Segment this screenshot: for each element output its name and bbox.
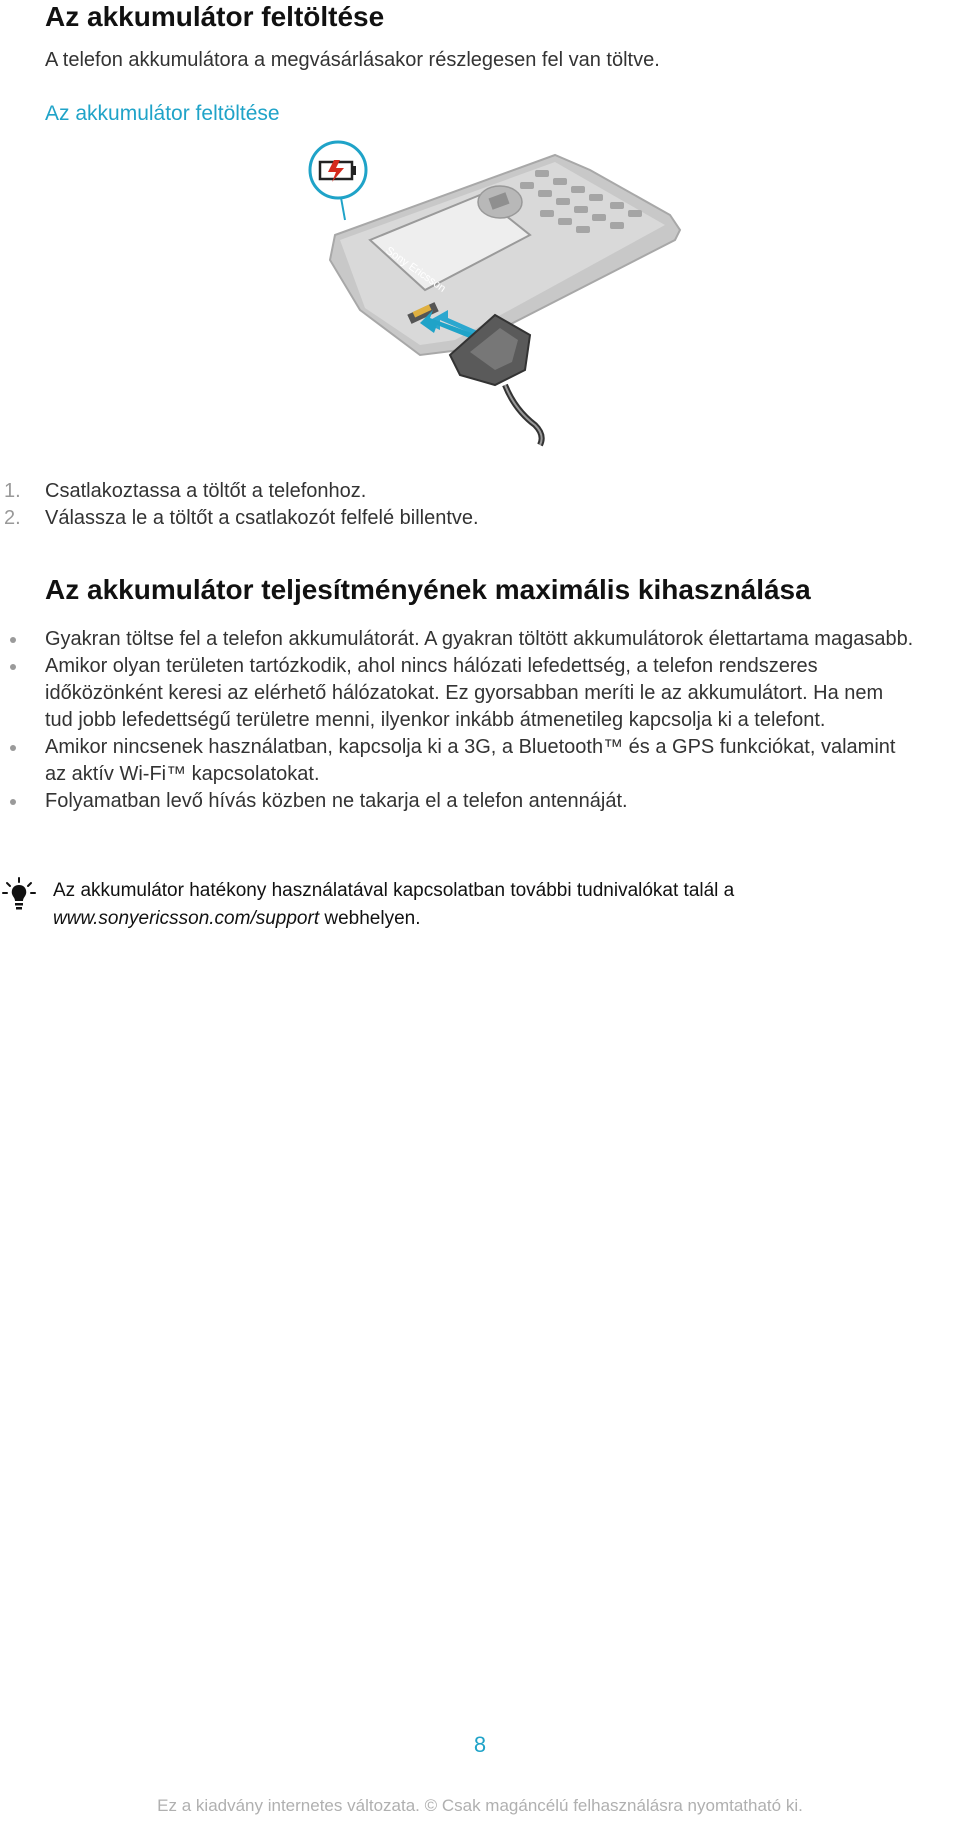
support-link[interactable]: www.sonyericsson.com/support <box>53 908 320 929</box>
subheading-charging: Az akkumulátor feltöltése <box>45 102 280 125</box>
tip-text-before: Az akkumulátor hatékony használatával kapcsolatban további tudnivalókat talál a <box>53 880 735 901</box>
step-number: 2. <box>4 507 21 529</box>
tip-text-after: webhelyen. <box>319 908 421 929</box>
bullet-dot-icon <box>10 799 16 805</box>
list-item <box>0 734 915 788</box>
list-item <box>0 478 960 505</box>
list-item <box>0 653 915 734</box>
list-item <box>0 626 915 653</box>
lightbulb-icon <box>2 877 36 911</box>
bullet-dot-icon <box>10 637 16 643</box>
bullet-text: Gyakran töltse fel a telefon akkumulátorát. A gyakran töltött akkumulátorok élettartama magasabb. <box>45 628 914 650</box>
step-list <box>0 478 960 532</box>
intro-text: A telefon akkumulátora a megvásárlásakor részlegesen fel van töltve. <box>45 49 660 71</box>
tip-text <box>53 877 933 933</box>
bullet-text: Amikor olyan területen tartózkodik, ahol nincs hálózati lefedettség, a telefon rendszeres időközönként keresi az elérhető hálózatokat. Ez gyorsabban meríti le az akkumulátort. Ha nem tud jobb lefedettségű területre menni, ilyenkor inkább átmenetileg kapcsolja ki a telefont. <box>45 655 884 731</box>
section-heading: Az akkumulátor teljesítményének maximális kihasználása <box>45 574 811 605</box>
list-item <box>0 505 960 532</box>
footer-note: Ez a kiadvány internetes változata. © Csak magáncélú felhasználásra nyomtatható ki. <box>157 1796 803 1815</box>
step-text: Válassza le a töltőt a csatlakozót felfelé billentve. <box>45 507 479 529</box>
phone-charging-illustration <box>300 140 700 450</box>
list-item <box>0 788 915 815</box>
brand-logo: Sony Ericsson <box>383 244 448 295</box>
bullet-dot-icon <box>10 745 16 751</box>
bullet-text: Amikor nincsenek használatban, kapcsolja ki a 3G, a Bluetooth™ és a GPS funkciókat, valamint az aktív Wi-Fi™ kapcsolatokat. <box>45 736 896 785</box>
step-text: Csatlakoztassa a töltőt a telefonhoz. <box>45 480 367 502</box>
bullet-dot-icon <box>10 664 16 670</box>
step-number: 1. <box>4 480 21 502</box>
page-number: 8 <box>473 1732 487 1757</box>
bullet-text: Folyamatban levő hívás közben ne takarja el a telefon antennáját. <box>45 790 628 812</box>
battery-charging-icon <box>320 160 356 182</box>
page-title: Az akkumulátor feltöltése <box>45 1 385 32</box>
tips-bullet-list <box>0 626 960 815</box>
battery-callout <box>310 142 366 220</box>
